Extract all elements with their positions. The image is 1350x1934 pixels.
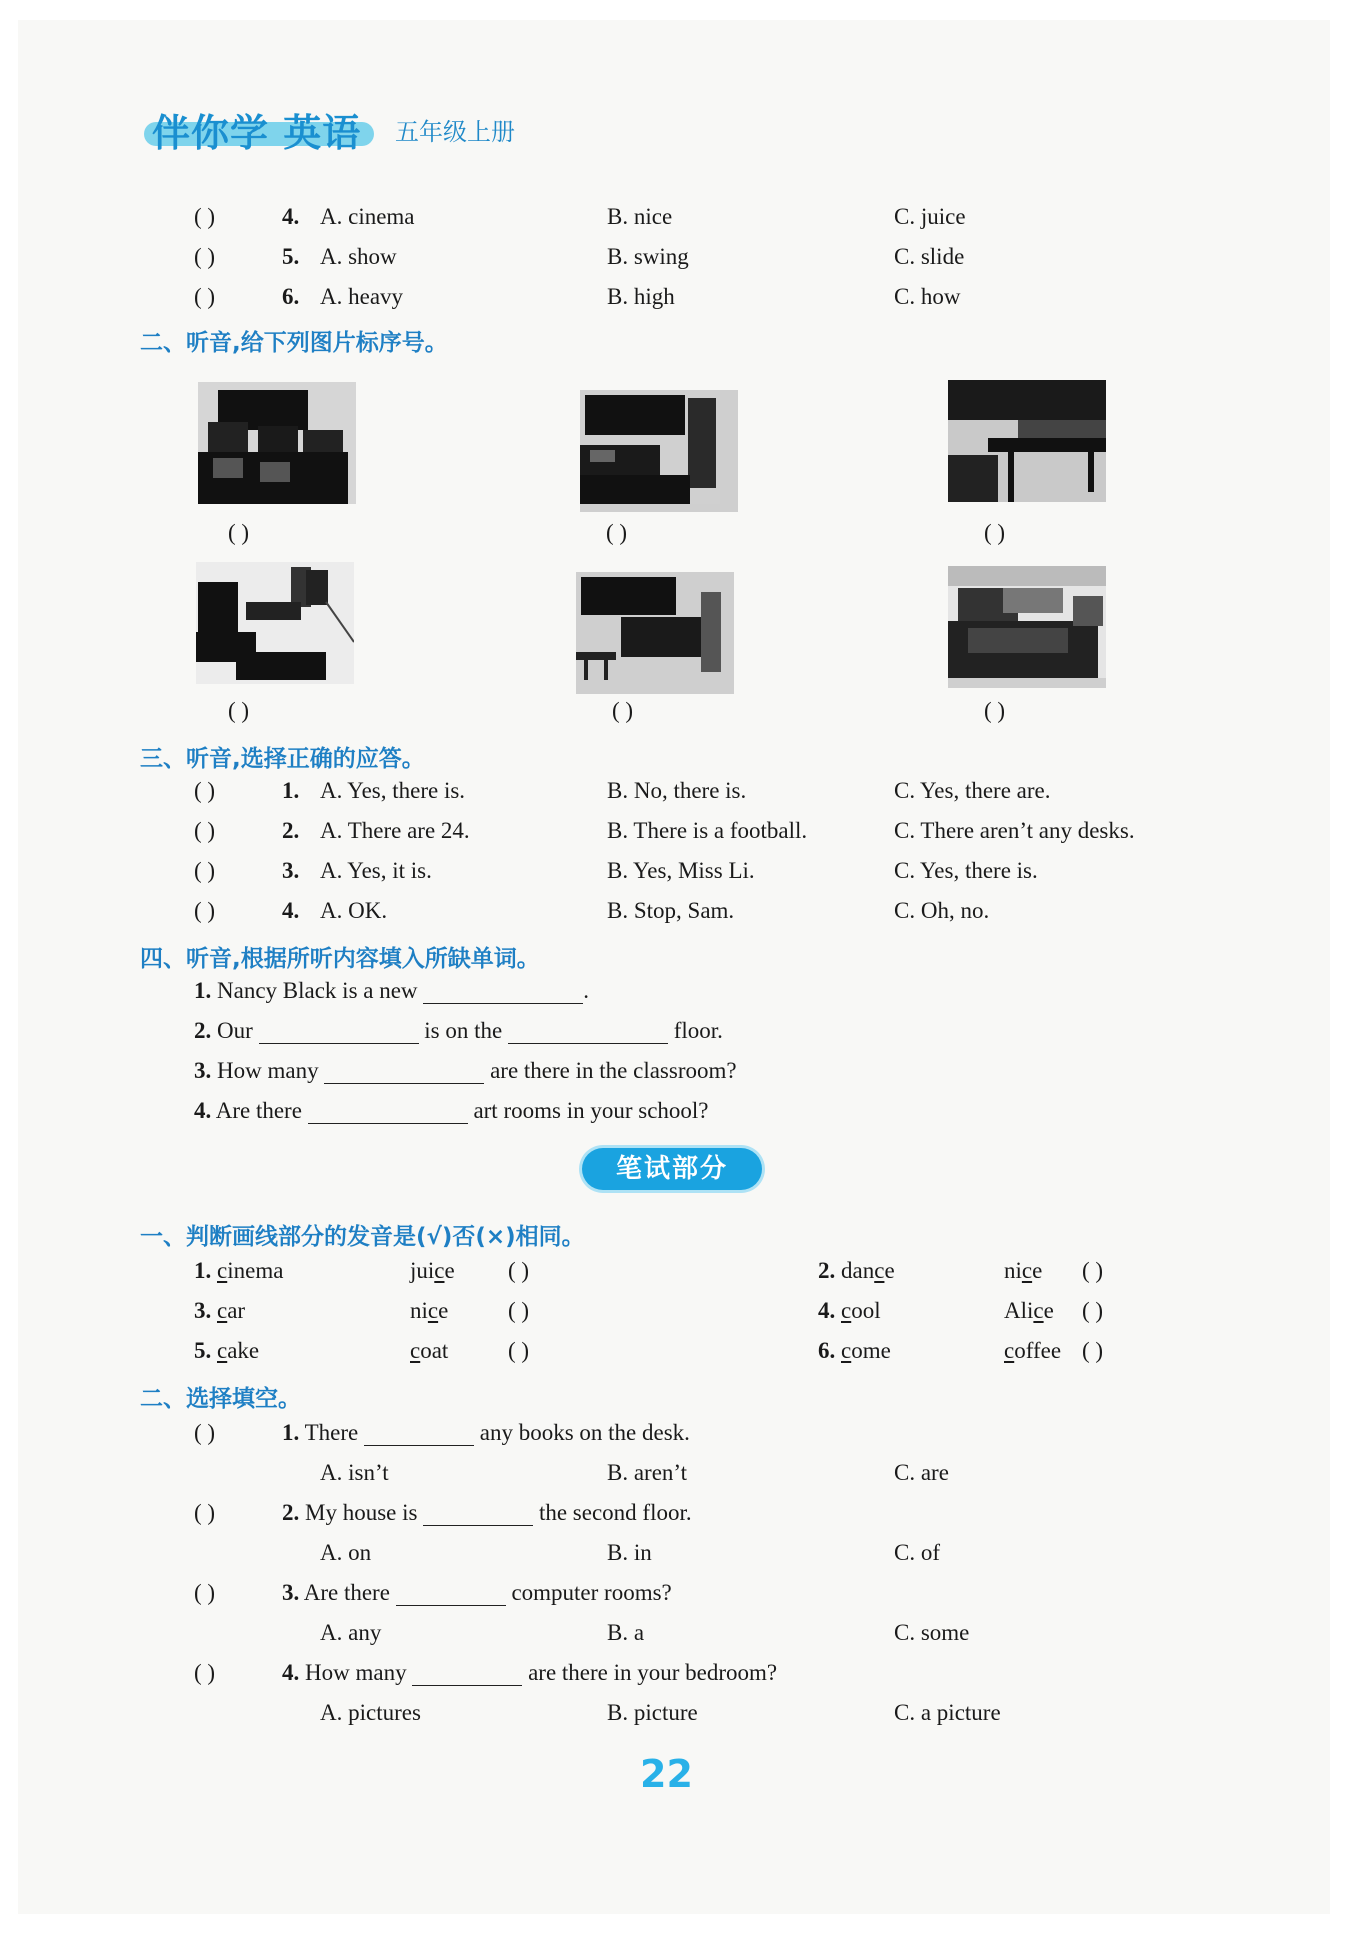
underlined-letter: c — [217, 1338, 228, 1363]
grade-label: 五年级上册 — [395, 118, 515, 146]
item-number: 4. — [282, 898, 300, 923]
picture-answer-paren[interactable]: ( ) — [228, 698, 250, 723]
item-number: 2. — [818, 1258, 836, 1283]
option-c: C. Oh, no. — [894, 898, 990, 923]
word-part: ome — [851, 1338, 891, 1363]
answer-paren[interactable]: ( ) — [194, 1500, 216, 1525]
book-brand: 伴你学 英语 — [152, 111, 362, 155]
sentence-text: is on the — [424, 1018, 503, 1043]
underlined-letter: c — [217, 1298, 228, 1323]
option-b: B. in — [607, 1540, 652, 1565]
judge-paren[interactable]: ( ) — [508, 1258, 530, 1283]
picture-teachers-office — [580, 390, 738, 512]
answer-blank[interactable] — [423, 981, 583, 1004]
option-b: B. Yes, Miss Li. — [607, 858, 755, 883]
item-number: 1. — [194, 978, 212, 1003]
item-number: 4. — [818, 1298, 836, 1323]
picture-computer-room — [198, 382, 356, 504]
question-text: Are there — [303, 1580, 390, 1605]
picture-answer-paren[interactable]: ( ) — [612, 698, 634, 723]
word-part: ake — [227, 1338, 260, 1363]
picture-answer-paren[interactable]: ( ) — [984, 698, 1006, 723]
picture-classroom-students — [196, 562, 354, 684]
option-c: C. how — [894, 284, 961, 309]
question-text: are there in your bedroom? — [528, 1660, 778, 1685]
question-text: the second floor. — [538, 1500, 692, 1525]
underlined-letter: c — [874, 1258, 885, 1283]
answer-paren[interactable]: ( ) — [194, 898, 216, 923]
answer-paren[interactable]: ( ) — [194, 1660, 216, 1685]
word-part: e — [1032, 1258, 1043, 1283]
picture-music-room — [576, 572, 734, 694]
judge-paren[interactable]: ( ) — [1082, 1338, 1104, 1363]
item-number: 3. — [282, 858, 300, 883]
answer-paren[interactable]: ( ) — [194, 1580, 216, 1605]
option-a: A. pictures — [320, 1700, 421, 1725]
option-a: A. Yes, it is. — [320, 858, 432, 883]
underlined-letter: c — [434, 1258, 445, 1283]
item-number: 2. — [282, 1500, 300, 1525]
sentence-text: art rooms in your school? — [473, 1098, 709, 1123]
question-text: computer rooms? — [511, 1580, 672, 1605]
underlined-letter: c — [427, 1298, 439, 1323]
answer-blank[interactable] — [259, 1021, 419, 1044]
option-b: B. swing — [607, 244, 689, 269]
word-part: inema — [227, 1258, 284, 1283]
question-text: any books on the desk. — [479, 1420, 690, 1445]
word-part: ni — [410, 1298, 428, 1323]
answer-paren[interactable]: ( ) — [194, 1420, 216, 1445]
sentence-text: are there in the classroom? — [490, 1058, 737, 1083]
item-number: 1. — [194, 1258, 212, 1283]
answer-blank[interactable] — [412, 1663, 522, 1686]
option-a: A. show — [320, 244, 397, 269]
underlined-letter: c — [217, 1258, 228, 1283]
option-c: C. Yes, there are. — [894, 778, 1051, 803]
option-b: B. aren’t — [607, 1460, 688, 1485]
option-b: B. nice — [607, 204, 673, 229]
word-part: e — [884, 1258, 895, 1283]
answer-paren[interactable]: ( ) — [194, 858, 216, 883]
word-part: e — [1043, 1298, 1054, 1323]
word-part: ni — [1004, 1258, 1022, 1283]
word-part: ool — [851, 1298, 881, 1323]
option-a: A. OK. — [320, 898, 388, 923]
section-title-responses: 三、听音,选择正确的应答。 — [140, 746, 425, 772]
option-c: C. of — [894, 1540, 940, 1565]
option-a: A. There are 24. — [320, 818, 470, 843]
sentence-text: Our — [217, 1018, 253, 1043]
sentence-text: Are there — [215, 1098, 302, 1123]
answer-blank[interactable] — [308, 1101, 468, 1124]
option-c: C. slide — [894, 244, 965, 269]
word-part: ar — [227, 1298, 246, 1323]
option-b: B. high — [607, 284, 675, 309]
picture-answer-paren[interactable]: ( ) — [228, 520, 250, 545]
option-a: A. on — [320, 1540, 372, 1565]
page-number: 22 — [640, 1752, 693, 1796]
answer-paren[interactable]: ( ) — [194, 778, 216, 803]
item-number: 6. — [818, 1338, 836, 1363]
sentence-text: . — [583, 978, 590, 1003]
word-part: oat — [420, 1338, 449, 1363]
option-b: B. No, there is. — [607, 778, 747, 803]
sentence-text: Nancy Black is a new — [217, 978, 418, 1003]
picture-answer-paren[interactable]: ( ) — [984, 520, 1006, 545]
judge-paren[interactable]: ( ) — [508, 1298, 530, 1323]
item-number: 3. — [282, 1580, 300, 1605]
option-c: C. some — [894, 1620, 970, 1645]
item-number: 2. — [194, 1018, 212, 1043]
option-c: C. Yes, there is. — [894, 858, 1038, 883]
item-number: 2. — [282, 818, 300, 843]
word-part: jui — [410, 1258, 435, 1283]
word-part: Ali — [1004, 1298, 1034, 1323]
item-number: 1. — [282, 778, 300, 803]
sentence-text: How many — [217, 1058, 319, 1083]
item-number: 4. — [194, 1098, 212, 1123]
section-title-pronunciation-judge: 一、判断画线部分的发音是(√)否(×)相同。 — [140, 1224, 585, 1250]
item-number: 4. — [282, 1660, 300, 1685]
section-title-multiple-choice: 二、选择填空。 — [140, 1386, 301, 1412]
answer-blank[interactable] — [396, 1583, 506, 1606]
question-text: How many — [305, 1660, 407, 1685]
picture-answer-paren[interactable]: ( ) — [606, 520, 628, 545]
question-text: My house is — [305, 1500, 418, 1525]
answer-paren[interactable]: ( ) — [194, 818, 216, 843]
word-part: e — [444, 1258, 455, 1283]
item-number: 5. — [194, 1338, 212, 1363]
item-number: 4. — [282, 204, 300, 229]
picture-library — [948, 380, 1106, 502]
answer-blank[interactable] — [508, 1021, 668, 1044]
item-number: 3. — [194, 1298, 212, 1323]
answer-blank[interactable] — [423, 1503, 533, 1526]
option-b: B. There is a football. — [607, 818, 808, 843]
word-part: e — [438, 1298, 449, 1323]
option-a: A. cinema — [320, 204, 415, 229]
underlined-letter: c — [841, 1298, 852, 1323]
question-text: There — [304, 1420, 359, 1445]
option-b: B. Stop, Sam. — [607, 898, 735, 923]
option-c: C. There aren’t any desks. — [894, 818, 1135, 843]
option-a: A. any — [320, 1620, 382, 1645]
section-title-picture-ordering: 二、听音,给下列图片标序号。 — [140, 330, 448, 356]
word-part: offee — [1014, 1338, 1062, 1363]
option-c: C. juice — [894, 204, 966, 229]
option-c: C. are — [894, 1460, 949, 1485]
answer-blank[interactable] — [364, 1423, 474, 1446]
underlined-letter: c — [841, 1338, 852, 1363]
underlined-letter: c — [1033, 1298, 1044, 1323]
written-section-badge: 笔试部分 — [582, 1148, 762, 1190]
item-number: 6. — [282, 284, 300, 309]
word-part: dan — [841, 1258, 875, 1283]
underlined-letter: c — [1004, 1338, 1015, 1363]
answer-paren[interactable]: ( ) — [194, 244, 216, 269]
option-a: A. heavy — [320, 284, 404, 309]
underlined-letter: c — [1021, 1258, 1033, 1283]
option-c: C. a picture — [894, 1700, 1001, 1725]
item-number: 3. — [194, 1058, 212, 1083]
picture-school-buildings — [948, 566, 1106, 688]
item-number: 1. — [282, 1420, 300, 1445]
option-a: A. isn’t — [320, 1460, 389, 1485]
answer-paren[interactable]: ( ) — [194, 204, 216, 229]
underlined-letter: c — [410, 1338, 421, 1363]
answer-blank[interactable] — [324, 1061, 484, 1084]
answer-paren[interactable]: ( ) — [194, 284, 216, 309]
option-b: B. picture — [607, 1700, 698, 1725]
judge-paren[interactable]: ( ) — [1082, 1258, 1104, 1283]
option-b: B. a — [607, 1620, 645, 1645]
section-title-fill-words: 四、听音,根据所听内容填入所缺单词。 — [140, 946, 540, 972]
option-a: A. Yes, there is. — [320, 778, 466, 803]
judge-paren[interactable]: ( ) — [508, 1338, 530, 1363]
sentence-text: floor. — [673, 1018, 723, 1043]
judge-paren[interactable]: ( ) — [1082, 1298, 1104, 1323]
item-number: 5. — [282, 244, 300, 269]
